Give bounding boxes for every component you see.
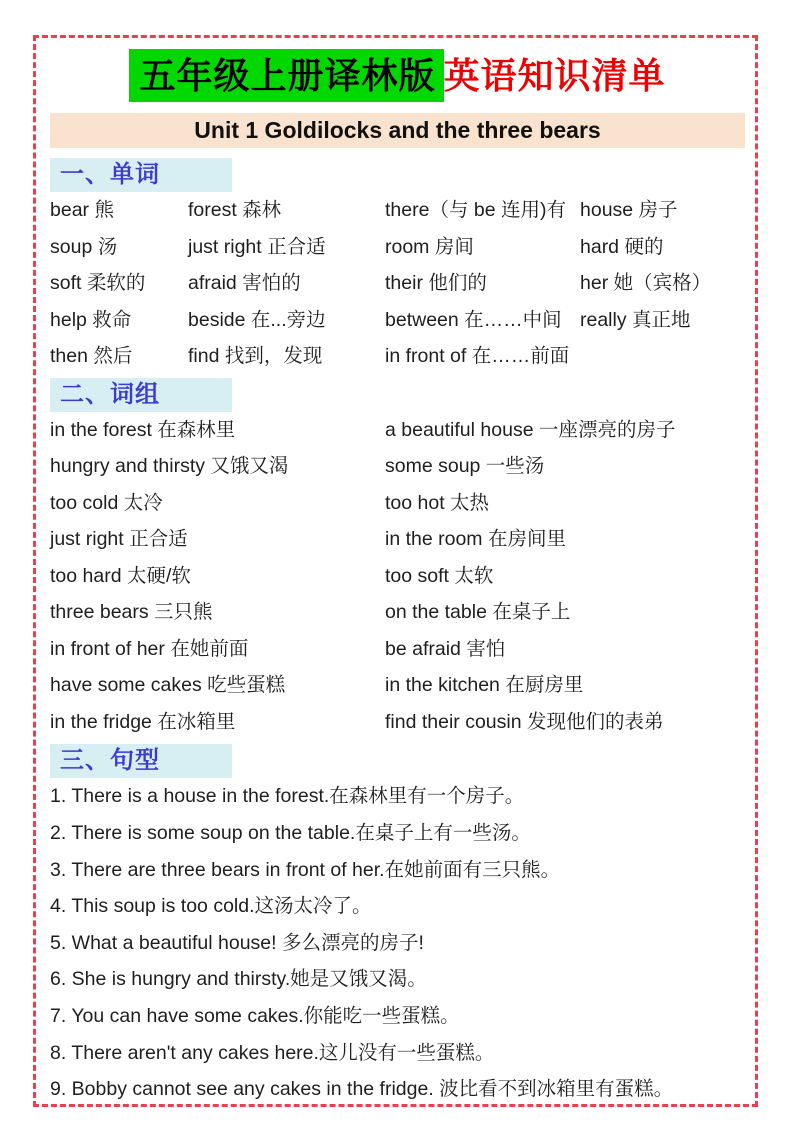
sentence-item: 9. Bobby cannot see any cakes in the fridge. 波比看不到冰箱里有蛋糕。 bbox=[50, 1078, 674, 1101]
phrase-item: be afraid 害怕 bbox=[385, 637, 506, 660]
title-red-part: 英语知识清单 bbox=[443, 55, 666, 96]
phrase-item: some soup 一些汤 bbox=[385, 455, 545, 478]
sentence-item: 4. This soup is too cold.这汤太冷了。 bbox=[50, 895, 372, 918]
section-heading-words: 一、单词 bbox=[50, 158, 232, 192]
phrase-item: have some cakes 吃些蛋糕 bbox=[50, 674, 286, 697]
page-content bbox=[50, 48, 745, 1108]
word-item: her 她（宾格） bbox=[580, 272, 712, 295]
word-item: beside 在...旁边 bbox=[188, 308, 326, 331]
word-item: help 救命 bbox=[50, 308, 132, 331]
phrase-item: in the fridge 在冰箱里 bbox=[50, 710, 236, 733]
title-highlighted-part: 五年级上册译林版 bbox=[129, 49, 443, 102]
sentence-item: 1. There is a house in the forest.在森林里有一个房子。 bbox=[50, 785, 525, 808]
phrase-item: in the forest 在森林里 bbox=[50, 418, 236, 441]
sentence-item: 6. She is hungry and thirsty.她是又饿又渴。 bbox=[50, 968, 427, 991]
word-item: forest 森林 bbox=[188, 199, 282, 221]
word-item: soup 汤 bbox=[50, 235, 118, 258]
word-item: afraid 害怕的 bbox=[188, 272, 301, 295]
sentence-item: 2. There is some soup on the table.在桌子上有一些汤。 bbox=[50, 822, 531, 845]
word-item: soft 柔软的 bbox=[50, 272, 146, 295]
sentence-item: 3. There are three bears in front of her.在她前面有三只熊。 bbox=[50, 858, 561, 881]
sentence-item: 8. There aren't any cakes here.这儿没有一些蛋糕。 bbox=[50, 1041, 495, 1064]
phrase-item: find their cousin 发现他们的表弟 bbox=[385, 710, 664, 733]
sentence-list bbox=[50, 778, 745, 1107]
word-item: between 在……中间 bbox=[385, 308, 562, 331]
phrase-list bbox=[50, 412, 745, 741]
phrase-item: in the room 在房间里 bbox=[385, 528, 566, 551]
word-list bbox=[50, 192, 745, 375]
section-heading-sentences: 三、句型 bbox=[50, 744, 232, 778]
word-item: there（与 be 连用)有 bbox=[385, 199, 566, 221]
phrase-item: too hard 太硬/软 bbox=[50, 564, 191, 587]
word-item: find 找到，发现 bbox=[188, 345, 323, 368]
word-item: their 他们的 bbox=[385, 272, 487, 295]
unit-title-bar: Unit 1 Goldilocks and the three bears bbox=[50, 113, 745, 148]
phrase-item: too cold 太冷 bbox=[50, 491, 163, 514]
word-item: just right 正合适 bbox=[188, 235, 326, 258]
word-item: then 然后 bbox=[50, 345, 133, 368]
phrase-item: three bears 三只熊 bbox=[50, 601, 213, 624]
phrase-item: just right 正合适 bbox=[50, 528, 188, 551]
word-item: hard 硬的 bbox=[580, 235, 664, 258]
word-item: bear 熊 bbox=[50, 199, 114, 221]
phrase-item: too hot 太热 bbox=[385, 491, 490, 514]
word-item: really 真正地 bbox=[580, 308, 691, 331]
sentence-item: 5. What a beautiful house! 多么漂亮的房子! bbox=[50, 931, 424, 954]
word-item: room 房间 bbox=[385, 235, 474, 258]
phrase-item: on the table 在桌子上 bbox=[385, 601, 571, 624]
phrase-item: a beautiful house 一座漂亮的房子 bbox=[385, 418, 676, 441]
phrase-item: hungry and thirsty 又饿又渴 bbox=[50, 455, 289, 478]
word-item: in front of 在……前面 bbox=[385, 345, 570, 368]
sentence-item: 7. You can have some cakes.你能吃一些蛋糕。 bbox=[50, 1005, 460, 1028]
word-item bbox=[580, 338, 745, 375]
word-item: house 房子 bbox=[580, 199, 678, 221]
section-heading-phrases: 二、词组 bbox=[50, 378, 232, 412]
phrase-item: in front of her 在她前面 bbox=[50, 637, 249, 660]
page-title bbox=[50, 48, 745, 104]
phrase-item: in the kitchen 在厨房里 bbox=[385, 674, 584, 697]
phrase-item: too soft 太软 bbox=[385, 564, 494, 587]
